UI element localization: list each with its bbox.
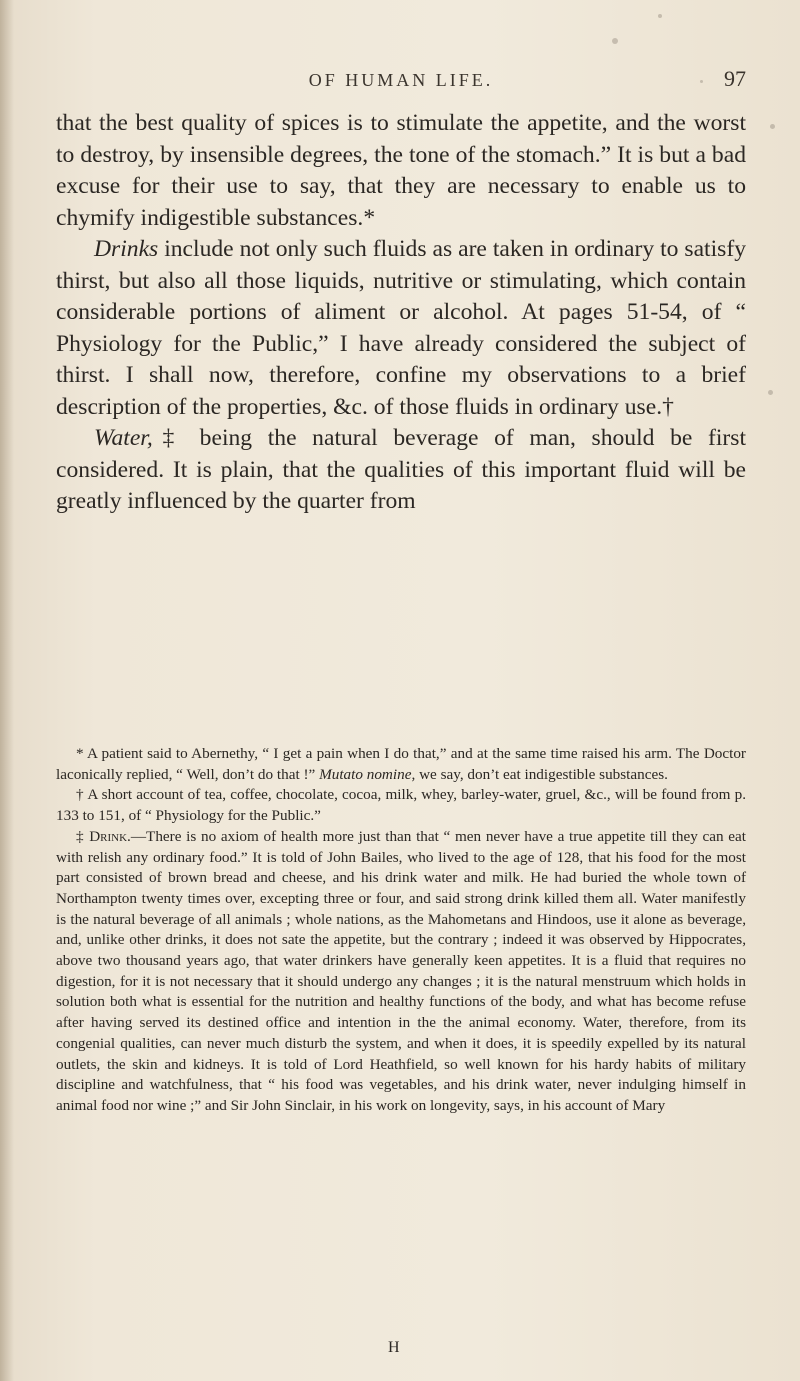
text-run: † A short account of tea, coffee, chocolate, cocoa, milk, whey, barley-water, gruel, &c., will be found from p. 133 to 151, of “ Physiology for the Public.”: [56, 786, 746, 825]
text-run: ‡ being the natural beverage of man, should be first considered. It is plain, that the qualities of this important fluid will be greatly influenced by the quarter from: [56, 425, 746, 514]
footnote: [56, 744, 746, 785]
paper-speck: [770, 124, 775, 129]
footnotes: [56, 744, 746, 1117]
text-run: Drink.: [89, 827, 131, 845]
text-run: * A patient said to Abernethy, “ I get a pain when I do that,” and at the same time raised his arm. The Doctor laconically replied, “ Well, don’t do that !”: [56, 745, 746, 783]
page-header: [56, 66, 746, 104]
paper-speck: [658, 14, 662, 18]
footnote: [56, 827, 746, 1117]
paper-speck: [768, 390, 773, 395]
running-head: OF HUMAN LIFE.: [308, 70, 494, 90]
footnote: [56, 785, 746, 826]
paper-speck: [700, 80, 703, 83]
text-run: Mutato nomine,: [319, 765, 416, 783]
text-run: ‡: [76, 827, 90, 845]
body-paragraph: [56, 108, 746, 234]
text-run: —There is no axiom of health more just than that “ men never have a true appetite till they can eat with relish any ordinary food.” It is told of John Bailes, who lived to the age of 128, that his food for the most part consisted of brown bread and cheese, and his drink water and milk. He had buried the whole town of Northampton twenty times over, excepting three or four, and said strong drink killed them all. Water manifestly is the natural beverage of all animals ; whole nations, as the Mahometans and Hindoos, use it alone as beverage, and, unlike other drinks, it does not sate the appetite, but the contrary ; indeed it was observed by Hippocrates, above two thousand years ago, that water drinkers have generally keen appetites. It is a fluid that requires no digestion, for it is not necessary that it should undergo any changes ; it is the natural menstruum which holds in solution both what is essential for the nutrition and healthy functions of the body, and what has become refuse after having served its destined office and intention in the the animal economy. Water, therefore, from its congenial qualities, can never much disturb the system, and when it does, it is speedily expelled by its natural outlets, the skin and kidneys. It is told of Lord Heathfield, so well known for his hardy habits of military discipline and watchfulness, that “ his food was vegetables, and his drink water, never indulging himself in animal food nor wine ;” and Sir John Sinclair, in his work on longevity, says, in his account of Mary: [56, 827, 747, 1114]
body-paragraph: [56, 423, 746, 518]
signature-mark: H: [388, 1339, 400, 1356]
page-number: 97: [724, 66, 746, 91]
main-text: [56, 108, 746, 518]
text-run: Drinks: [94, 236, 159, 262]
text-run: Water,: [94, 425, 153, 451]
spine-shadow: [0, 0, 14, 1381]
paper-speck: [612, 38, 618, 44]
text-run: we say, don’t eat indigestible substances.: [415, 765, 668, 783]
text-run: that the best quality of spices is to stimulate the appetite, and the worst to destroy, by insensible degrees, the tone of the stomach.” It is but a bad excuse for their use to say, that they are necessary to enable us to chymify indigestible substances.*: [56, 110, 746, 231]
text-run: include not only such fluids as are taken in ordinary to satisfy thirst, but also all those liquids, nutritive or stimulating, which contain considerable portions of aliment or alcohol. At pages 51-54, of “ Physiology for the Public,” I have already considered the subject of thirst. I shall now, therefore, confine my observations to a brief description of the properties, &c. of those fluids in ordinary use.†: [56, 236, 746, 420]
body-paragraph: [56, 234, 746, 423]
